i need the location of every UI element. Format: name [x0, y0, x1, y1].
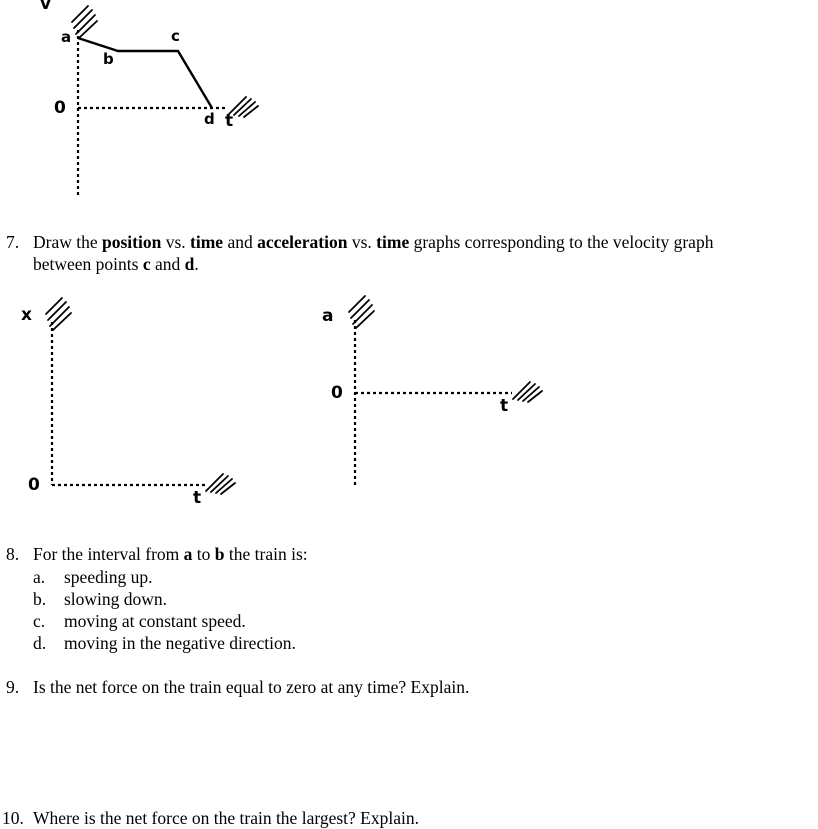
q8-bold-a: a: [183, 544, 193, 564]
q8-text-2: to: [192, 544, 215, 564]
q7-bold-time-1: time: [190, 232, 224, 252]
question-10-number: 10.: [2, 808, 24, 828]
q7-text-5: graphs corresponding to the velocity graph: [409, 232, 714, 252]
question-8-option-d-letter: d.: [33, 633, 47, 653]
position-y-axis-hatch-end: [46, 298, 71, 330]
acceleration-graph-svg: [300, 290, 570, 520]
q8-text-3: the train is:: [224, 544, 308, 564]
q7-bold-position: position: [102, 232, 162, 252]
question-8-option-a-letter: a.: [33, 567, 46, 587]
q7-bold-c: c: [142, 254, 151, 274]
question-9-text: Is the net force on the train equal to zero at any time? Explain.: [33, 677, 470, 697]
acceleration-origin-label: 0: [331, 383, 343, 403]
question-8-option-c-letter: c.: [33, 611, 46, 631]
question-8-number: 8.: [6, 544, 20, 564]
velocity-curve: [78, 38, 212, 108]
acceleration-x-axis-label: t: [500, 396, 508, 416]
question-7-line-1: [33, 231, 818, 253]
position-origin-label: 0: [28, 475, 40, 495]
q7-text-2: vs.: [161, 232, 191, 252]
question-8-option-a[interactable]: speeding up.: [64, 567, 153, 587]
question-7-number: 7.: [6, 232, 20, 252]
q8-bold-b: b: [214, 544, 225, 564]
velocity-y-axis-label: v: [40, 0, 51, 14]
q7-bold-d: d: [184, 254, 195, 274]
acceleration-vs-time-blank-graph: [300, 290, 570, 520]
velocity-point-label-d: d: [204, 110, 215, 128]
velocity-point-label-c: c: [171, 27, 180, 45]
q7-bold-time-2: time: [376, 232, 410, 252]
velocity-x-axis-hatch-end: [229, 97, 258, 117]
position-graph-svg: [0, 290, 270, 520]
position-y-axis-label: x: [21, 305, 32, 325]
velocity-x-axis-label: t: [225, 111, 233, 131]
question-8-option-b[interactable]: slowing down.: [64, 589, 168, 609]
position-vs-time-blank-graph: [0, 290, 270, 520]
position-x-axis-label: t: [193, 488, 201, 508]
acceleration-x-axis-hatch-end: [513, 382, 542, 402]
velocity-point-label-a: a: [61, 28, 72, 46]
q7-text-4: vs.: [347, 232, 377, 252]
question-8-option-c[interactable]: moving at constant speed.: [64, 611, 246, 631]
acceleration-y-axis-hatch-end: [349, 296, 374, 328]
q7-text-8: .: [194, 254, 199, 274]
q7-text-1: Draw the: [33, 232, 103, 252]
velocity-vs-time-graph: [0, 0, 280, 210]
question-8-option-b-letter: b.: [33, 589, 47, 609]
acceleration-y-axis-label: a: [322, 306, 333, 326]
velocity-point-label-b: b: [103, 50, 114, 68]
question-8-option-d[interactable]: moving in the negative direction.: [64, 633, 296, 653]
q7-bold-acceleration: acceleration: [257, 232, 348, 252]
question-8-stem: [33, 543, 633, 565]
question-9-number: 9.: [6, 677, 20, 697]
position-x-axis-hatch-end: [206, 474, 235, 494]
velocity-y-axis-hatch-end: [72, 6, 97, 38]
q8-text-1: For the interval from: [33, 544, 184, 564]
velocity-origin-label: 0: [54, 98, 66, 118]
question-7-line-2: [33, 253, 533, 275]
q7-text-7: and: [150, 254, 185, 274]
question-10-text: Where is the net force on the train the largest? Explain.: [33, 808, 419, 828]
velocity-graph-svg: [0, 0, 280, 210]
q7-text-6: between points: [33, 254, 143, 274]
q7-text-3: and: [223, 232, 258, 252]
